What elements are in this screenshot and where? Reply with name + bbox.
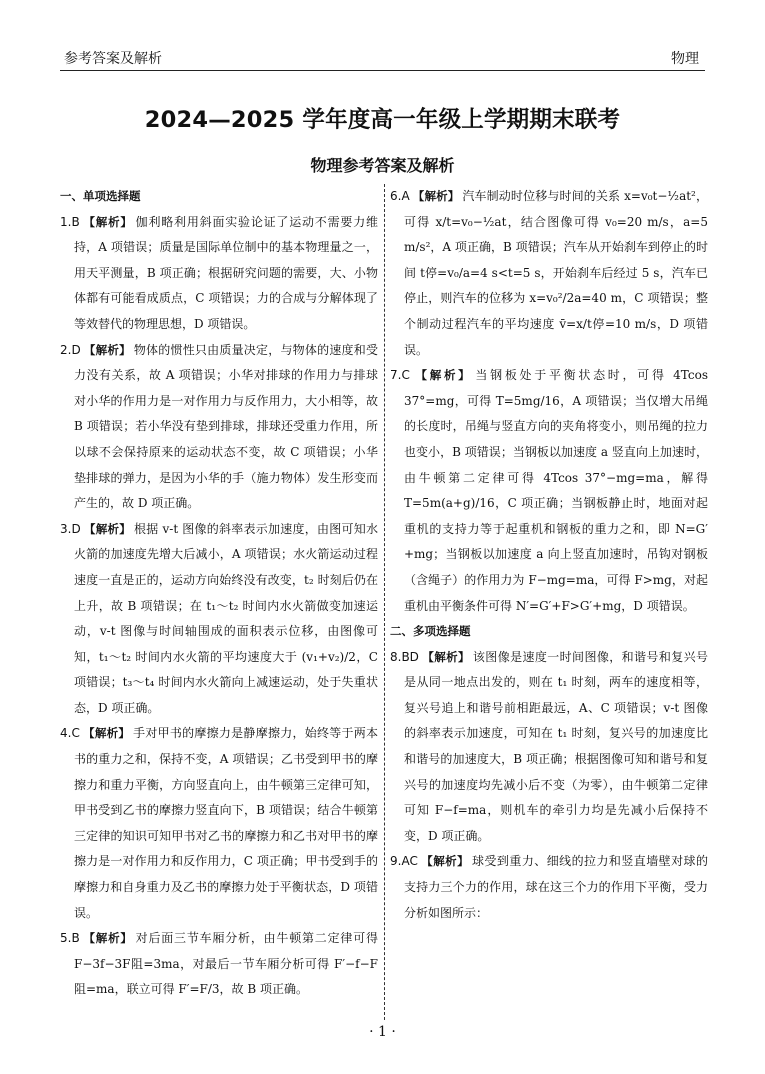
answer-item bbox=[390, 645, 708, 850]
answer-item bbox=[60, 517, 378, 722]
answer-item bbox=[60, 210, 378, 338]
page-title: 2024—2025 学年度高一年级上学期期末联考 bbox=[144, 107, 621, 133]
answer-item bbox=[60, 338, 378, 517]
analysis-tag: 【解析】 bbox=[412, 368, 473, 383]
section-heading-multiple-choice: 二、多项选择题 bbox=[390, 624, 471, 639]
answer-item bbox=[390, 184, 708, 363]
answer-text: 伽利略利用斜面实验论证了运动不需要力维持，A 项错误；质量是国际单位制中的基本物理量之一，用天平测量，B 项正确；根据研究问题的需要，大、小物体都有可能看成质点，C 项错误；力的合成与分解体现了等效替代的物理思想，D 项错误。 bbox=[74, 214, 378, 331]
analysis-tag: 【解析】 bbox=[412, 189, 460, 203]
answer-text: 该图像是速度一时间图像，和谐号和复兴号是从同一地点出发的，则在 t₁ 时刻，两车的速度相等，复兴号追上和谐号前相距最远，A、C 项错误；v-t 图像的斜率表示加速度，可知在 t₁ 时刻，复兴号的加速度比和谐号的加速度大，B 项正确；根据图像可知和谐号和复兴号的加速度均先减小后不变（为零），由牛顿第二定律可知 F−f=ma，则机车的牵引力均是先减小后保持不变，D 项正确。 bbox=[404, 649, 709, 843]
answer-number: 5.B bbox=[60, 931, 80, 946]
answer-number: 8.BD bbox=[390, 649, 419, 664]
answer-number: 2.D bbox=[60, 342, 81, 357]
column-divider bbox=[384, 184, 385, 1020]
answer-number: 7.C bbox=[390, 368, 410, 383]
header-left-label: 参考答案及解析 bbox=[64, 51, 162, 67]
answer-item bbox=[60, 926, 378, 1003]
analysis-tag: 【解析】 bbox=[420, 854, 470, 869]
analysis-tag: 【解析】 bbox=[82, 214, 133, 229]
analysis-tag: 【解析】 bbox=[82, 726, 131, 741]
answer-number: 1.B bbox=[60, 214, 80, 229]
answer-item bbox=[390, 363, 708, 619]
answer-text: 物体的惯性只由质量决定，与物体的速度和受力没有关系，故 A 项错误；小华对排球的作用力与排球对小华的作用力是一对作用力与反作用力，大小相等，故 B 项错误；若小华没有垫到排球，排球还受重力作用，所以球不会保持原来的运动状态不变，故 C 项错误；小华垫排球的弹力，是因为小华的手（施力物体）发生形变而产生的，故 D 项正确。 bbox=[74, 342, 378, 511]
answer-item bbox=[60, 721, 378, 926]
analysis-tag: 【解析】 bbox=[82, 931, 133, 946]
analysis-tag: 【解析】 bbox=[83, 342, 131, 357]
answer-item bbox=[390, 849, 708, 926]
left-column bbox=[60, 184, 378, 1003]
answer-text: 当钢板处于平衡状态时，可得 4Tcos 37°=mg，可得 T=5mg/16，A 项错误；当仅增大吊绳的长度时，吊绳与竖直方向的夹角将变小，则吊绳的拉力也变小，B 项错误；当钢板以加速度 a 竖直向上加速时，由牛顿第二定律可得 4Tcos 37°−mg=ma，解得 T=5m(a+g)/16，C 项正确；当钢板静止时，地面对起重机的支持力等于起重机和钢板的重力之和，即 N=G′+mg；当钢板以加速度 a 向上竖直加速时，吊钩对钢板（含绳子）的作用力为 F−mg=ma，可得 F>mg，对起重机由平衡条件可得 N′=G′+F>G′+mg，D 项错误。 bbox=[404, 368, 708, 613]
answer-text: 根据 v-t 图像的斜率表示加速度，由图可知水火箭的加速度先增大后减小，A 项错误；水火箭运动过程速度一直是正的，运动方向始终没有改变，t₂ 时刻后仍在上升，故 B 项错误；在 t₁～t₂ 时间内水火箭做变加速运动，v-t 图像与时间轴围成的面积表示位移，由图像可知，t₁～t₂ 时间内水火箭的平均速度大于 (v₁+v₂)/2，C 项错误；t₃～t₄ 时间内水火箭向上减速运动，处于失重状态，D 项正确。 bbox=[74, 521, 378, 715]
page-number: · 1 · bbox=[369, 1024, 396, 1040]
section-heading-single-choice: 一、单项选择题 bbox=[60, 189, 141, 203]
answer-number: 6.A bbox=[390, 189, 410, 203]
header-subject-label: 物理 bbox=[671, 51, 699, 67]
page-subtitle: 物理参考答案及解析 bbox=[310, 156, 455, 175]
answer-text: 球受到重力、细线的拉力和竖直墙壁对球的支持力三个力的作用，球在这三个力的作用下平衡，受力分析如图所示： bbox=[404, 854, 708, 920]
analysis-tag: 【解析】 bbox=[421, 649, 470, 664]
right-column bbox=[390, 184, 708, 926]
answer-number: 9.AC bbox=[390, 854, 418, 869]
answer-text: 汽车制动时位移与时间的关系 x=v₀t−½at²，可得 x/t=v₀−½at，结合图像可得 v₀=20 m/s，a=5 m/s²，A 项正确，B 项错误；汽车从开始刹车到停止的时间 t停=v₀/a=4 s<t=5 s，开始刹车后经过 5 s，汽车已停止，则汽车的位移为 x=v₀²/2a=40 m，C 项错误；整个制动过程汽车的平均速度 v̄=x/t停=10 m/s，D 项错误。 bbox=[404, 189, 708, 357]
page-header bbox=[60, 44, 705, 71]
answer-text: 对后面三节车厢分析，由牛顿第二定律可得 F−3f−3F阻=3ma，对最后一节车厢分析可得 F′−f−F阻=ma，联立可得 F′=F/3，故 B 项正确。 bbox=[74, 931, 378, 997]
answer-number: 3.D bbox=[60, 521, 81, 536]
analysis-tag: 【解析】 bbox=[83, 521, 131, 536]
answer-text: 手对甲书的摩擦力是静摩擦力，始终等于两本书的重力之和，保持不变，A 项错误；乙书受到甲书的摩擦力和重力平衡，方向竖直向上，由牛顿第三定律可知，甲书受到乙书的摩擦力竖直向下，B 项错误；结合牛顿第三定律的知识可知甲书对乙书的摩擦力和乙书对甲书的摩擦力是一对作用力和反作用力，C 项正确；甲书受到手的摩擦力和自身重力及乙书的摩擦力处于平衡状态，D 项错误。 bbox=[74, 726, 379, 920]
answer-number: 4.C bbox=[60, 726, 80, 741]
